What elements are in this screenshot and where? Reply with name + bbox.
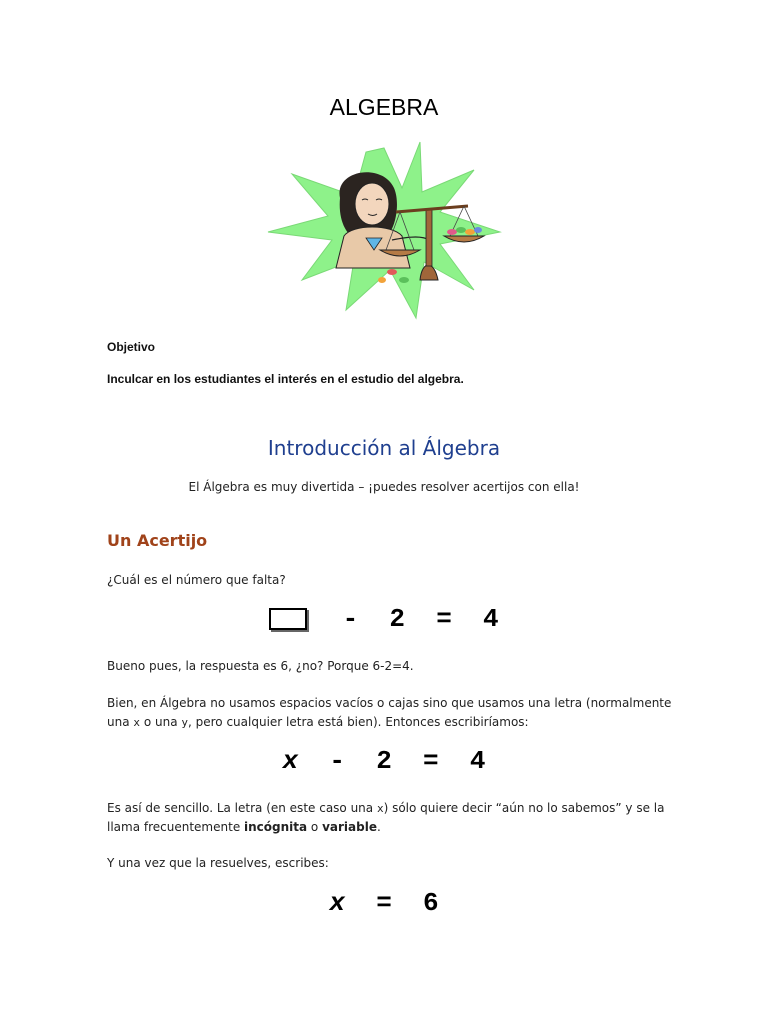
eq3-var: x [329, 888, 345, 918]
eq1-minus: - [342, 604, 359, 634]
term-variable: variable [322, 820, 377, 834]
girl-with-balance-scale-illustration [262, 140, 506, 320]
equation-x-equals-six [0, 888, 768, 918]
letter-x: x [133, 716, 141, 729]
eq2-var: x [282, 746, 299, 776]
resolve-text: Y una vez que la resuelves, escribes: [107, 856, 329, 870]
explanation-paragraph [107, 694, 677, 732]
eq3-equals: = [376, 888, 392, 918]
eq1-equals: = [436, 604, 452, 634]
letter-y: y [181, 716, 188, 729]
explain-text-2: , pero cualquier letra está bien). Entonces escribiríamos: [188, 715, 529, 729]
riddle-question: ¿Cuál es el número que falta? [107, 573, 286, 587]
simple-paragraph [107, 799, 677, 837]
eq2-equals: = [423, 746, 439, 776]
simple-o: o [307, 820, 323, 834]
intro-lead: El Álgebra es muy divertida – ¡puedes resolver acertijos con ella! [188, 480, 580, 494]
simple-text-2: ) sólo quiere decir “aún no lo sabemos” y se la llama frecuentemente [107, 801, 665, 834]
eq1-four: 4 [483, 604, 499, 634]
equation-x-minus-two [0, 746, 768, 776]
intro-heading: Introducción al Álgebra [267, 436, 501, 460]
simple-end: . [376, 820, 381, 834]
eq2-two: 2 [376, 746, 392, 776]
riddle-answer: Bueno pues, la respuesta es 6, ¿no? Porque 6-2=4. [107, 659, 414, 673]
objective-label: Objetivo [107, 340, 156, 354]
explain-text-1: Bien, en Álgebra no usamos espacios vacíos o cajas sino que usamos una letra (normalmente una [107, 696, 672, 729]
eq2-minus: - [329, 746, 345, 776]
simple-text-1: Es así de sencillo. La letra (en este caso una [107, 801, 377, 815]
document-title: ALGEBRA [329, 94, 439, 120]
simple-letter-x: x [376, 802, 384, 815]
explain-o: o una [140, 715, 182, 729]
blank-box [269, 608, 307, 630]
objective-text: Inculcar en los estudiantes el interés en el estudio del algebra. [107, 372, 464, 386]
riddle-heading: Un Acertijo [107, 531, 208, 550]
eq2-four: 4 [469, 746, 486, 776]
term-incognita: incógnita [244, 820, 308, 834]
eq3-six: 6 [423, 888, 439, 918]
equation-box-minus-two [0, 604, 768, 634]
eq1-two: 2 [389, 604, 405, 634]
